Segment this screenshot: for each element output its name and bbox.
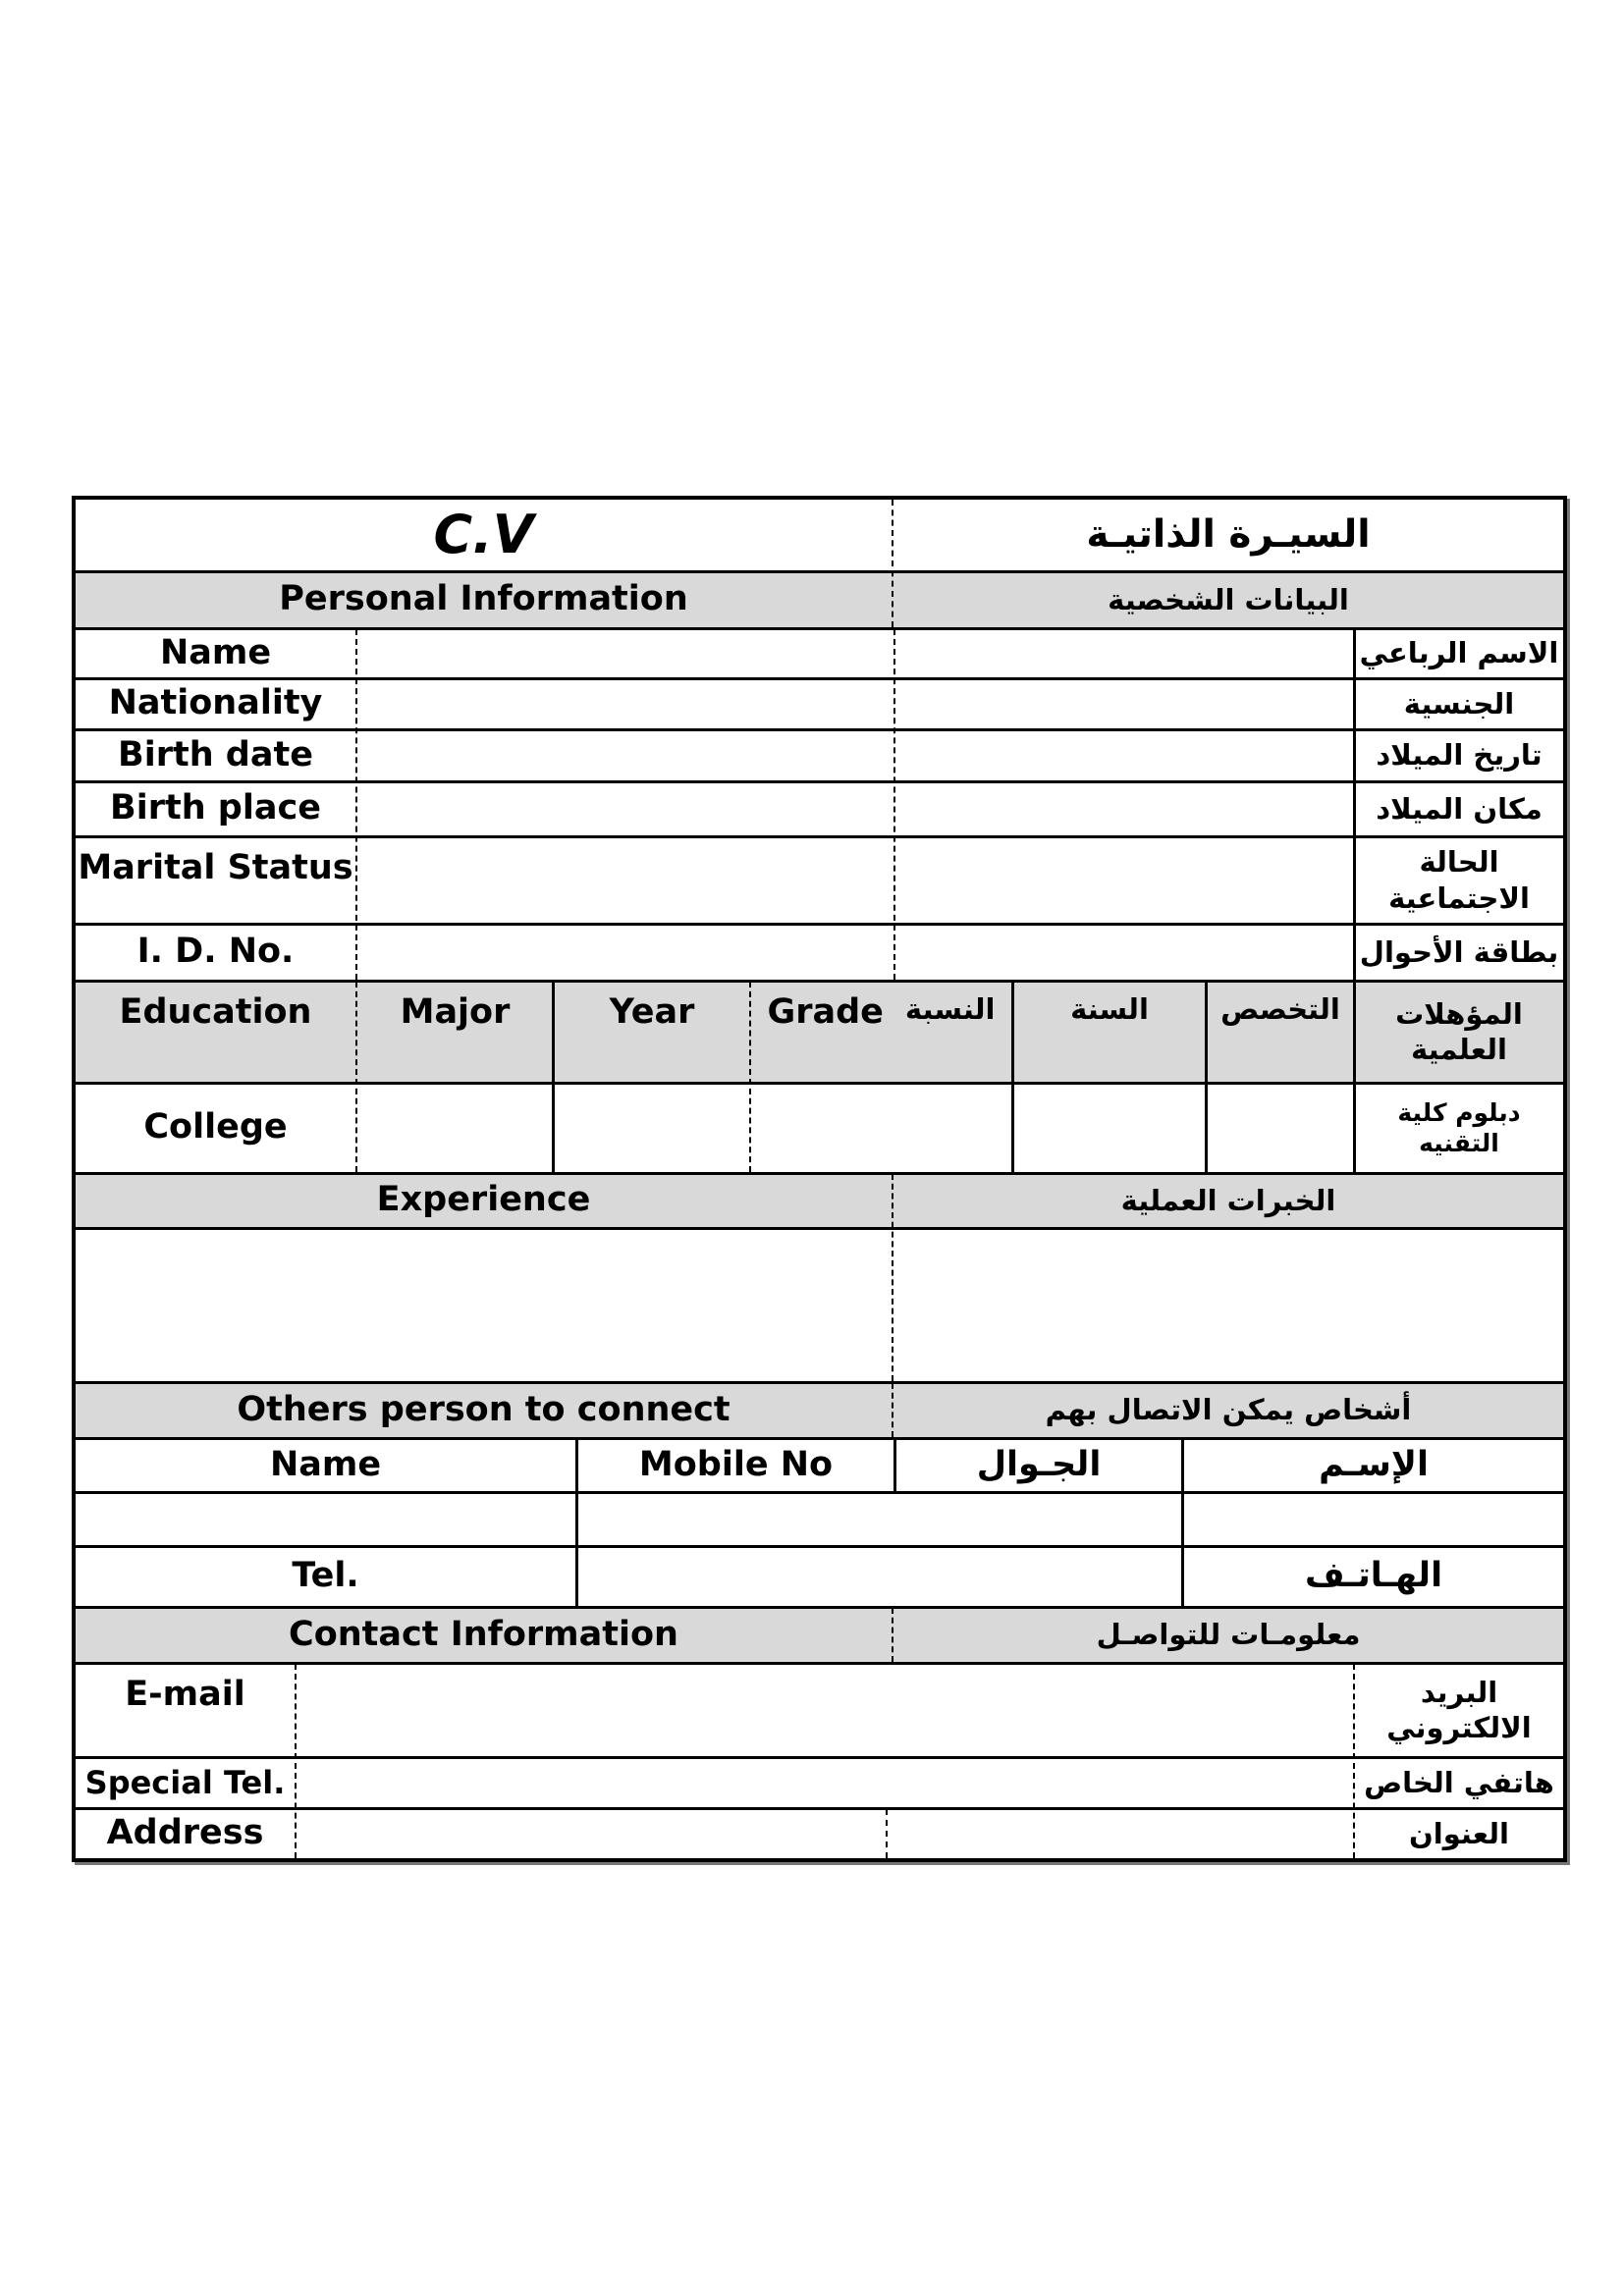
birth-place-field[interactable] (358, 782, 892, 835)
college-year-field[interactable] (555, 1084, 749, 1172)
contact-name-field[interactable] (76, 1493, 575, 1545)
education-label: Education (119, 992, 312, 1032)
college-grade-field[interactable] (751, 1084, 1011, 1172)
address-field[interactable] (298, 1809, 886, 1858)
email-label: E-mail (125, 1675, 245, 1714)
education-ar-line1: المؤهلات (1395, 996, 1523, 1031)
experience-field[interactable] (76, 1229, 892, 1381)
name-field-arabic[interactable] (895, 629, 1353, 677)
birth-date-label: Birth date (118, 734, 313, 774)
education-label-arabic (1355, 982, 1563, 1082)
separator (355, 982, 357, 1172)
marital-status-field[interactable] (358, 837, 892, 923)
college-major-field[interactable] (358, 1084, 552, 1172)
contact-name-header-arabic: الإسـم (1319, 1444, 1429, 1484)
contact-name-field-arabic[interactable] (1184, 1493, 1563, 1545)
marital-status-field-arabic[interactable] (895, 837, 1353, 923)
marital-status-ar-line1: الحالة (1419, 845, 1499, 880)
birth-place-label-arabic: مكان الميلاد (1376, 791, 1543, 826)
cv-title: C.V (433, 504, 534, 566)
experience-heading-arabic: الخبرات العملية (1120, 1183, 1336, 1217)
email-ar-line2: الالكتروني (1386, 1711, 1532, 1744)
marital-status-ar-line2: الاجتماعية (1388, 881, 1530, 915)
major-header-arabic: التخصص (1220, 992, 1340, 1026)
special-tel-field[interactable] (298, 1758, 1353, 1807)
birth-place-field-arabic[interactable] (895, 782, 1353, 835)
education-ar-line2: العلمية (1411, 1033, 1507, 1066)
address-label: Address (106, 1813, 264, 1853)
contact-tel-label: Tel. (292, 1556, 359, 1596)
contact-mobile-header-arabic: الجـوال (976, 1444, 1102, 1484)
marital-status-label: Marital Status (78, 848, 353, 887)
personal-heading: Personal Information (279, 579, 688, 619)
nationality-label-arabic: الجنسية (1403, 686, 1515, 721)
name-label-arabic: الاسم الرباعي (1359, 636, 1559, 670)
address-field-arabic[interactable] (889, 1809, 1353, 1858)
contact-tel-field[interactable] (578, 1547, 1181, 1606)
contact-tel-label-arabic: الهـاتـف (1304, 1556, 1443, 1596)
contacts-heading: Others person to connect (237, 1389, 731, 1429)
cv-title-arabic: السيـرة الذاتيـة (1086, 511, 1371, 557)
birth-date-field-arabic[interactable] (895, 730, 1353, 780)
id-number-label: I. D. No. (136, 932, 295, 972)
college-label: College (143, 1107, 288, 1148)
grade-header (751, 982, 1011, 1082)
college-year-field-arabic[interactable] (1014, 1084, 1205, 1172)
separator (355, 629, 357, 980)
special-tel-label-arabic: هاتفي الخاص (1364, 1765, 1554, 1799)
email-ar-line1: البريد (1420, 1675, 1498, 1709)
nationality-field-arabic[interactable] (895, 679, 1353, 728)
college-major-field-arabic[interactable] (1208, 1084, 1353, 1172)
contact-mobile-header: Mobile No (638, 1444, 834, 1484)
experience-heading: Experience (376, 1180, 591, 1220)
id-number-field-arabic[interactable] (895, 925, 1353, 980)
experience-field-arabic[interactable] (893, 1229, 1563, 1381)
id-number-field[interactable] (358, 925, 892, 980)
email-field[interactable] (298, 1664, 1353, 1756)
birth-date-label-arabic: تاريخ الميلاد (1376, 738, 1543, 773)
marital-status-label-arabic (1355, 837, 1563, 923)
name-label: Name (159, 632, 272, 672)
separator (886, 1809, 888, 1858)
nationality-label: Nationality (108, 683, 323, 723)
contact-info-heading: Contact Information (289, 1614, 678, 1654)
grade-header-arabic: النسبة (904, 992, 996, 1026)
nationality-field[interactable] (358, 679, 892, 728)
grade-header-en: Grade (767, 992, 884, 1032)
address-label-arabic: العنوان (1409, 1816, 1509, 1850)
id-number-label-arabic: بطاقة الأحوال (1359, 934, 1559, 969)
name-field[interactable] (358, 629, 892, 677)
year-header: Year (609, 992, 695, 1032)
contacts-heading-arabic: أشخاص يمكن الاتصال بهم (1045, 1393, 1412, 1427)
birth-place-label: Birth place (110, 788, 321, 828)
personal-heading-arabic: البيانات الشخصية (1108, 582, 1349, 616)
birth-date-field[interactable] (358, 730, 892, 780)
special-tel-label: Special Tel. (84, 1764, 286, 1801)
major-header: Major (400, 992, 511, 1032)
email-label-arabic (1355, 1664, 1563, 1756)
contact-name-header: Name (269, 1444, 382, 1484)
college-label-arabic: دبلوم كلية التقنيه (1397, 1097, 1521, 1157)
year-header-arabic: السنة (1070, 992, 1149, 1026)
separator (295, 1664, 297, 1858)
contact-info-heading-arabic: معلومـات للتواصـل (1096, 1618, 1361, 1652)
contact-mobile-field[interactable] (578, 1493, 1181, 1545)
